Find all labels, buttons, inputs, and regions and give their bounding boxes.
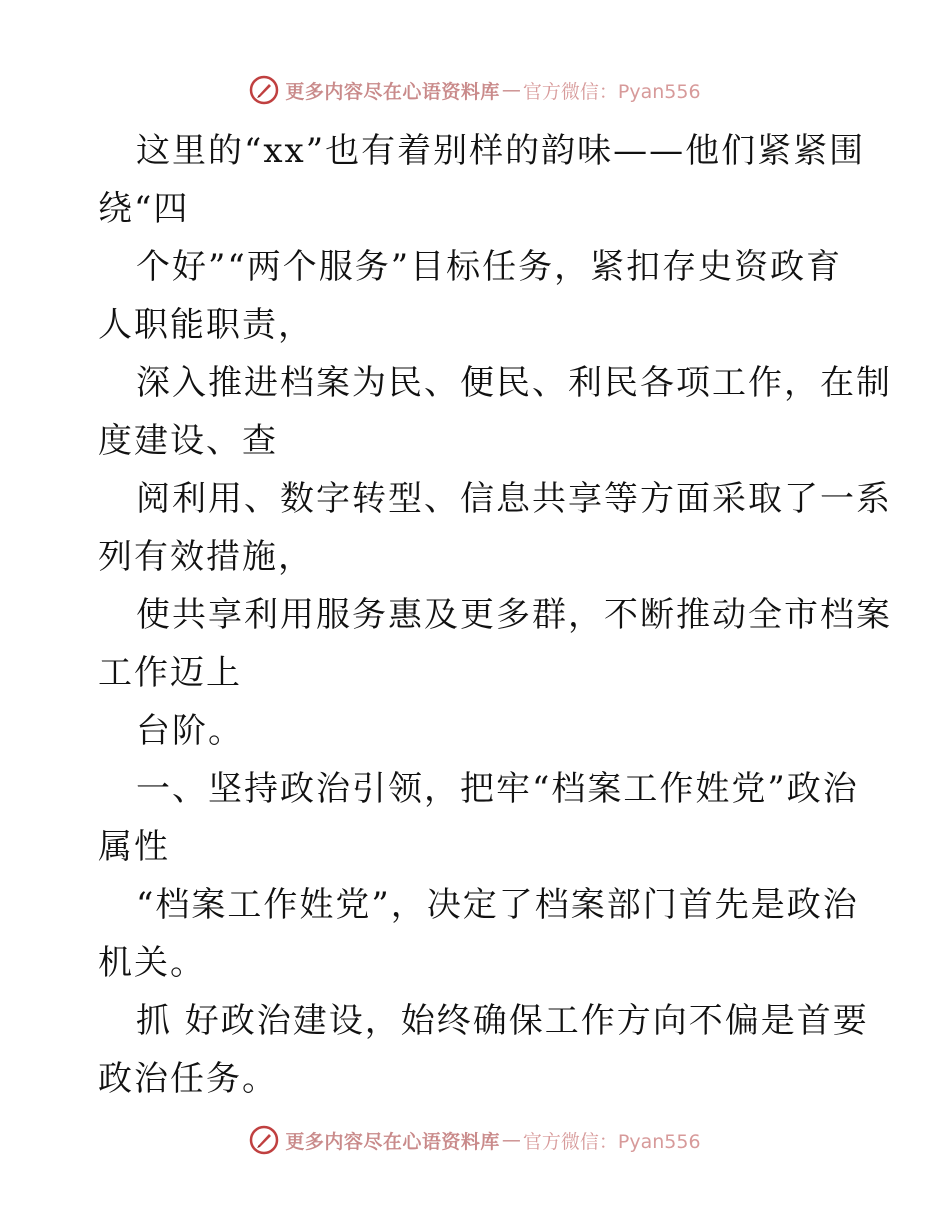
- text-line: 政治任务。: [98, 1059, 278, 1099]
- header-wechat-id: 官方微信：Pyan556: [522, 80, 701, 103]
- text-line: 人职能职责，: [98, 305, 314, 345]
- text-line: 列有效措施，: [98, 537, 314, 577]
- text-line: 绕“四: [98, 189, 190, 229]
- text-line: 台阶。: [136, 711, 244, 751]
- quill-logo-icon: [249, 1125, 279, 1155]
- section-heading: 一、坚持政治引领，把牢“档案工作姓党”政治: [136, 769, 859, 809]
- footer-banner-text: 更多内容尽在心语资料库: [285, 1130, 500, 1153]
- text-line: 这里的“xx”也有着别样的韵味——他们紧紧围: [136, 131, 866, 171]
- footer-banner: [0, 1120, 950, 1160]
- text-line: 机关。: [98, 943, 206, 983]
- document-body: [98, 122, 892, 1108]
- header-banner-text: 更多内容尽在心语资料库: [285, 80, 500, 103]
- text-line: 阅利用、数字转型、信息共享等方面采取了一系: [136, 479, 892, 519]
- section-heading-cont: 属性: [98, 827, 170, 867]
- footer-banner-dash: —: [501, 1129, 521, 1151]
- text-line: 深入推进档案为民、便民、利民各项工作，在制: [136, 363, 892, 403]
- text-line: 工作迈上: [98, 653, 242, 693]
- footer-wechat-id: 官方微信：Pyan556: [522, 1130, 701, 1153]
- header-banner: [0, 70, 950, 110]
- quill-logo-icon: [249, 75, 279, 105]
- header-banner-dash: —: [501, 79, 521, 101]
- text-line: “档案工作姓党”，决定了档案部门首先是政治: [136, 885, 859, 925]
- text-line: 使共享利用服务惠及更多群，不断推动全市档案: [136, 595, 892, 635]
- text-line: 度建设、查: [98, 421, 278, 461]
- text-line: 个好”“两个服务”目标任务，紧扣存史资政育: [136, 247, 843, 287]
- text-line: 抓 好政治建设，始终确保工作方向不偏是首要: [136, 1001, 869, 1041]
